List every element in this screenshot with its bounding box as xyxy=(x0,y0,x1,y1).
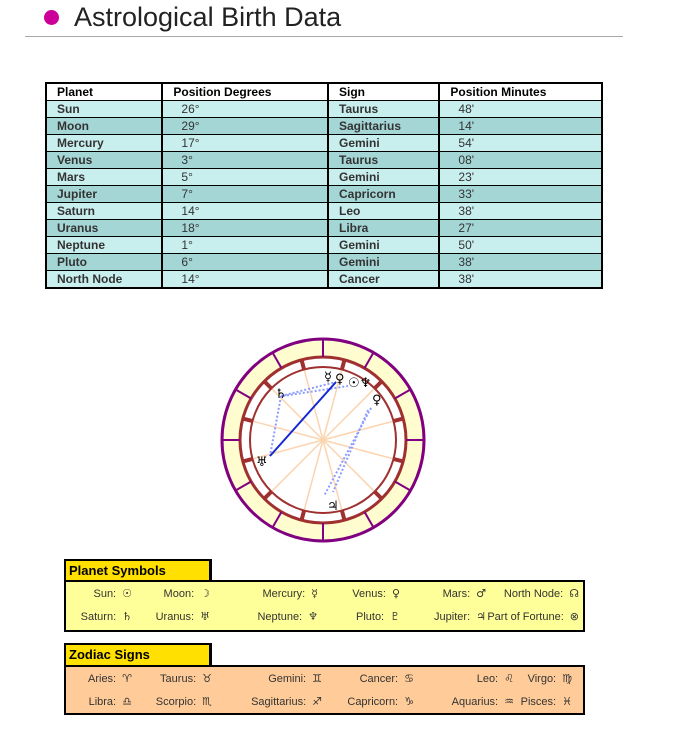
symbol-icon: ♑ xyxy=(404,695,414,708)
legend-row xyxy=(66,690,583,713)
table-cell: Gemini xyxy=(328,254,439,271)
column-header: Position Minutes xyxy=(439,83,602,101)
table-cell: 08' xyxy=(439,152,602,169)
table-row xyxy=(46,169,602,186)
column-header: Sign xyxy=(328,83,439,101)
legend-item xyxy=(400,610,486,623)
table-row xyxy=(46,101,602,118)
legend-item xyxy=(132,672,212,685)
table-cell: Saturn xyxy=(46,203,162,220)
legend-item xyxy=(210,587,318,600)
table-cell: 14° xyxy=(162,203,328,220)
table-row xyxy=(46,135,602,152)
table-cell: Gemini xyxy=(328,237,439,254)
legend-item xyxy=(66,610,132,623)
table-header-row xyxy=(46,83,602,101)
legend-label: Mercury: xyxy=(262,588,306,600)
legend-item xyxy=(400,587,486,600)
page-title xyxy=(44,0,341,34)
table-cell: 50' xyxy=(439,237,602,254)
legend-item xyxy=(514,672,572,685)
table-cell: Taurus xyxy=(328,152,439,169)
symbol-icon: ♈ xyxy=(122,672,132,685)
legend-item xyxy=(414,695,514,708)
table-cell: North Node xyxy=(46,271,162,289)
symbol-icon: ♐ xyxy=(312,695,322,708)
table-cell: Mercury xyxy=(46,135,162,152)
column-header: Planet xyxy=(46,83,162,101)
zodiac-signs-heading: Zodiac Signs xyxy=(64,643,212,665)
symbol-icon: ♎ xyxy=(122,695,132,708)
table-row xyxy=(46,186,602,203)
table-row xyxy=(46,152,602,169)
legend-label: Jupiter: xyxy=(434,611,471,623)
zodiac-signs-legend xyxy=(64,665,585,715)
house-cusp xyxy=(302,511,305,521)
legend-item xyxy=(414,672,514,685)
bullet-icon xyxy=(44,10,59,25)
legend-item xyxy=(322,695,414,708)
symbol-icon: ☉ xyxy=(122,587,132,600)
symbol-icon: ♃ xyxy=(476,610,486,623)
table-cell: 14° xyxy=(162,271,328,289)
house-cusp xyxy=(243,419,253,422)
table-cell: 3° xyxy=(162,152,328,169)
table-cell: 6° xyxy=(162,254,328,271)
jupiter-glyph: ♃ xyxy=(327,499,339,514)
table-cell: Uranus xyxy=(46,220,162,237)
legend-label: Aries: xyxy=(88,673,117,685)
legend-label: Sagittarius: xyxy=(251,696,307,708)
table-cell: Sun xyxy=(46,101,162,118)
table-cell: 14' xyxy=(439,118,602,135)
legend-label: Pisces: xyxy=(520,696,557,708)
table-row xyxy=(46,271,602,289)
symbol-icon: ♄ xyxy=(122,610,132,623)
legend-item xyxy=(132,587,210,600)
table-row xyxy=(46,237,602,254)
table-cell: Leo xyxy=(328,203,439,220)
table-cell: 5° xyxy=(162,169,328,186)
table-row xyxy=(46,254,602,271)
table-row xyxy=(46,203,602,220)
symbol-icon: ♆ xyxy=(308,610,318,623)
legend-row xyxy=(66,582,583,605)
legend-item xyxy=(132,610,210,623)
saturn-glyph: ♄ xyxy=(275,387,287,402)
house-cusp xyxy=(342,511,345,521)
table-cell: Moon xyxy=(46,118,162,135)
symbol-icon: ♅ xyxy=(200,610,210,623)
symbol-icon: ♏ xyxy=(202,695,212,708)
legend-label: Part of Fortune: xyxy=(487,611,564,623)
legend-label: Aquarius: xyxy=(451,696,499,708)
symbol-icon: ☿ xyxy=(311,587,318,600)
table-cell: 1° xyxy=(162,237,328,254)
symbol-icon: ♒ xyxy=(504,695,514,708)
table-cell: 29° xyxy=(162,118,328,135)
house-cusp xyxy=(243,459,253,462)
table-cell: 48' xyxy=(439,101,602,118)
legend-item xyxy=(66,587,132,600)
table-cell: Pluto xyxy=(46,254,162,271)
table-cell: Libra xyxy=(328,220,439,237)
venus-glyph: ♀ xyxy=(335,372,345,387)
legend-row xyxy=(66,667,583,690)
legend-item xyxy=(210,610,318,623)
symbol-icon: ☽ xyxy=(200,587,210,600)
house-cusp xyxy=(394,459,404,462)
table-row xyxy=(46,118,602,135)
column-header: Position Degrees xyxy=(162,83,328,101)
symbol-icon: ⊗ xyxy=(569,610,579,623)
legend-item xyxy=(486,610,579,623)
symbol-icon: ♉ xyxy=(202,672,212,685)
table-cell: Capricorn xyxy=(328,186,439,203)
house-cusp xyxy=(394,419,404,422)
planet-symbols-heading: Planet Symbols xyxy=(64,559,212,581)
birth-data-table xyxy=(45,82,603,289)
house-cusp xyxy=(342,360,345,370)
table-cell: 17° xyxy=(162,135,328,152)
table-cell: Venus xyxy=(46,152,162,169)
table-cell: 26° xyxy=(162,101,328,118)
planet-symbols-legend xyxy=(64,580,585,632)
legend-label: Neptune: xyxy=(257,611,303,623)
legend-item xyxy=(514,695,572,708)
table-cell: Taurus xyxy=(328,101,439,118)
legend-label: Libra: xyxy=(88,696,117,708)
legend-item xyxy=(132,695,212,708)
table-row xyxy=(46,220,602,237)
house-cusp xyxy=(302,360,305,370)
symbol-icon: ♍ xyxy=(562,672,572,685)
symbol-icon: ♓ xyxy=(562,695,572,708)
legend-label: Saturn: xyxy=(80,611,117,623)
table-cell: 38' xyxy=(439,203,602,220)
symbol-icon: ♋ xyxy=(404,672,414,685)
legend-label: Taurus: xyxy=(160,673,197,685)
uranus-glyph: ♅ xyxy=(256,455,268,470)
legend-item xyxy=(486,587,579,600)
table-cell: Gemini xyxy=(328,135,439,152)
table-cell: Neptune xyxy=(46,237,162,254)
table-cell: Mars xyxy=(46,169,162,186)
venus-glyph-2: ♀ xyxy=(372,393,382,408)
legend-label: Sun: xyxy=(93,588,117,600)
legend-item xyxy=(318,587,400,600)
table-cell: 27' xyxy=(439,220,602,237)
sun-neptune-glyph: ☉♆ xyxy=(348,376,372,391)
symbol-icon: ♀ xyxy=(391,587,400,600)
legend-label: Cancer: xyxy=(359,673,399,685)
divider xyxy=(25,36,623,37)
table-cell: Jupiter xyxy=(46,186,162,203)
legend-label: Venus: xyxy=(352,588,386,600)
table-cell: 18° xyxy=(162,220,328,237)
legend-item xyxy=(322,672,414,685)
legend-label: Leo: xyxy=(476,673,499,685)
table-cell: Gemini xyxy=(328,169,439,186)
birth-chart-wheel xyxy=(220,337,426,543)
legend-label: North Node: xyxy=(503,588,564,600)
symbol-icon: ♌ xyxy=(504,672,514,685)
legend-label: Capricorn: xyxy=(347,696,399,708)
legend-item xyxy=(66,672,132,685)
legend-label: Moon: xyxy=(163,588,195,600)
mercury-glyph: ☿ xyxy=(324,370,332,385)
legend-item xyxy=(212,695,322,708)
legend-label: Scorpio: xyxy=(155,696,197,708)
symbol-icon: ☊ xyxy=(569,587,579,600)
table-cell: Sagittarius xyxy=(328,118,439,135)
table-cell: 54' xyxy=(439,135,602,152)
legend-label: Pluto: xyxy=(355,611,385,623)
page-title-text: Astrological Birth Data xyxy=(74,1,342,32)
table-cell: 33' xyxy=(439,186,602,203)
legend-item xyxy=(212,672,322,685)
table-cell: 7° xyxy=(162,186,328,203)
table-cell: 38' xyxy=(439,254,602,271)
legend-item xyxy=(66,695,132,708)
symbol-icon: ♇ xyxy=(390,610,400,623)
symbol-icon: ♂ xyxy=(476,587,486,600)
legend-label: Uranus: xyxy=(155,611,195,623)
legend-label: Mars: xyxy=(442,588,471,600)
symbol-icon: ♊ xyxy=(312,672,322,685)
table-cell: 38' xyxy=(439,271,602,289)
legend-label: Virgo: xyxy=(527,673,557,685)
legend-label: Gemini: xyxy=(268,673,307,685)
legend-row xyxy=(66,605,583,628)
legend-item xyxy=(318,610,400,623)
table-cell: 23' xyxy=(439,169,602,186)
table-cell: Cancer xyxy=(328,271,439,289)
